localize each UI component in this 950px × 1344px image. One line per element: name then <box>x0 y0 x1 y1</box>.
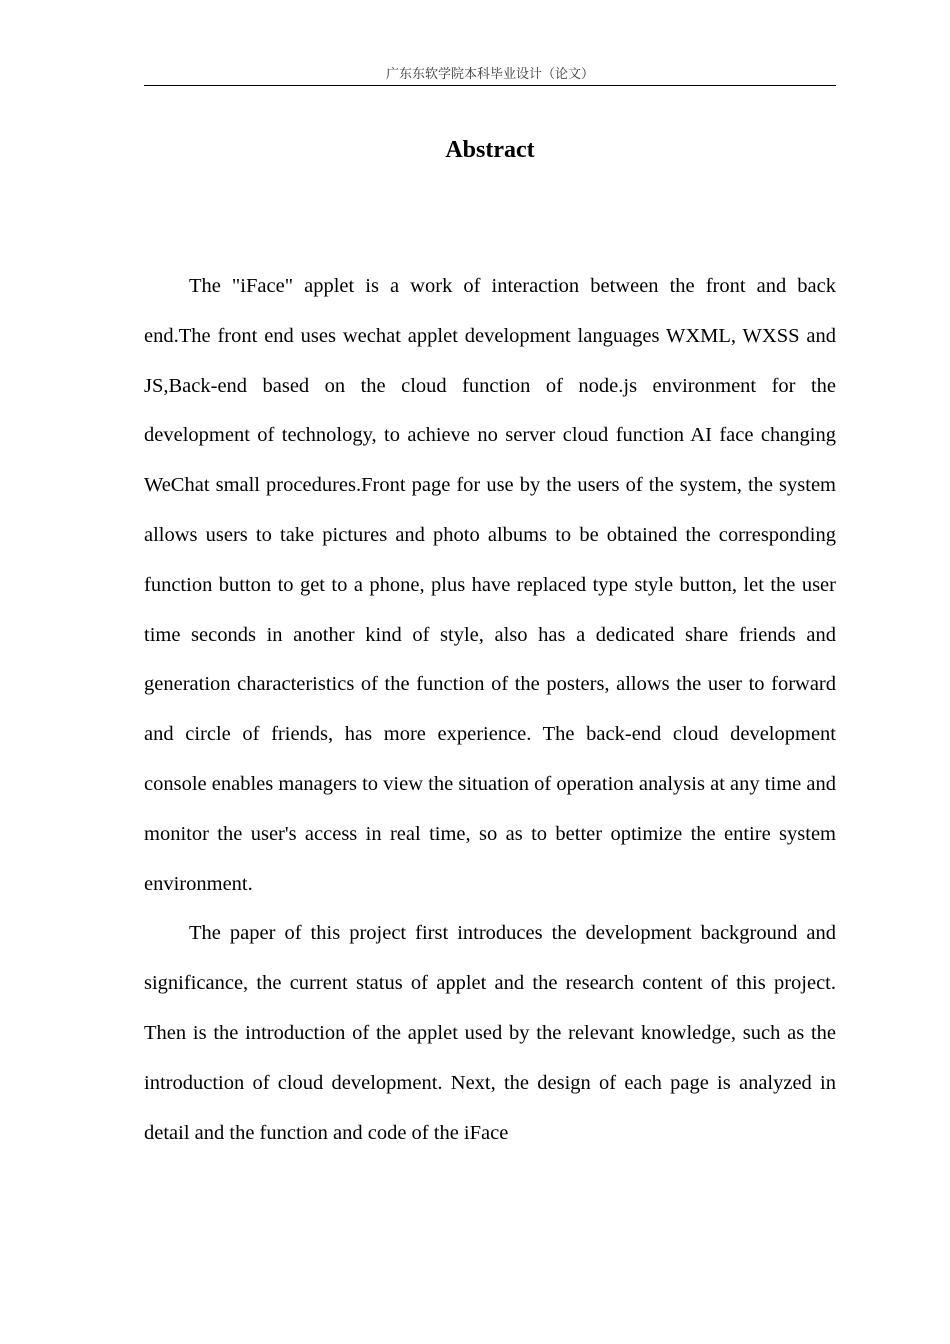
running-header: 广东东软学院本科毕业设计（论文） <box>385 67 594 82</box>
paragraph-1: The "iFace" applet is a work of interaction between the front and back end.The front end uses wechat applet development languages WXML, WXSS and JS,Back-end based on the cloud function of node.js environment for the development of technology, to achieve no server cloud function AI face changing WeChat small procedures.Front page for use by the users of the system, the system allows users to take pictures and photo albums to be obtained the corresponding function button to get to a phone, plus have replaced type style button, let the user time seconds in another kind of style, also has a dedicated share friends and generation characteristics of the function of the posters, allows the user to forward and circle of friends, has more experience. The back-end cloud development console enables managers to view the situation of operation analysis at any time and monitor the user's access in real time, so as to better optimize the entire system environment. <box>144 275 836 895</box>
abstract-title: Abstract <box>445 137 535 163</box>
abstract-body <box>144 262 836 1158</box>
paragraph-2: The paper of this project first introduces the development background and significance, the current status of applet and the research content of this project. Then is the introduction of the applet used by the relevant knowledge, such as the introduction of cloud development. Next, the design of each page is analyzed in detail and the function and code of the iFace <box>144 922 836 1144</box>
header-divider <box>144 85 836 86</box>
